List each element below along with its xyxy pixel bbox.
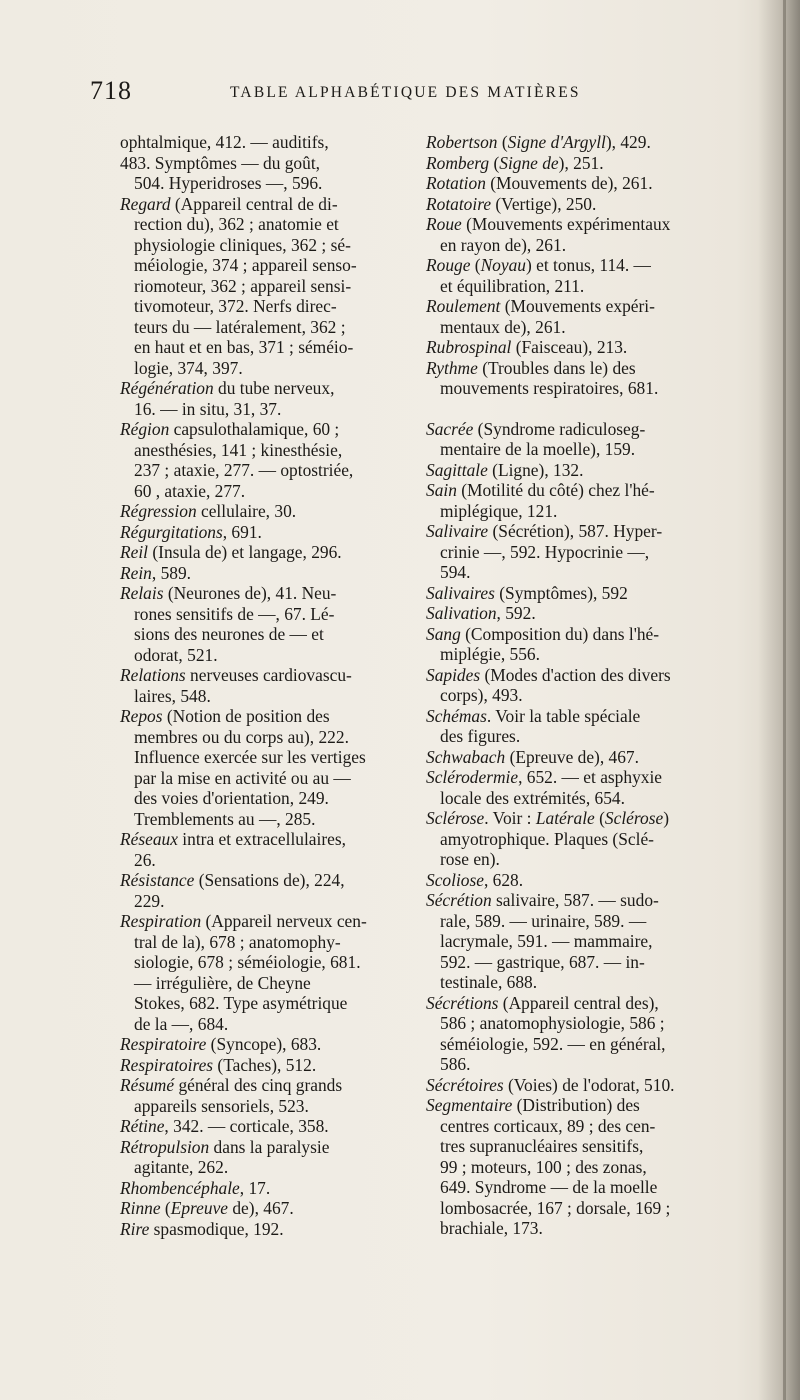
index-column-right bbox=[426, 132, 776, 1239]
index-entry-text: rones sensitifs de —, 67. Lé- bbox=[134, 603, 335, 624]
index-entry-term: Sacrée bbox=[426, 418, 474, 439]
index-entry-term: Segmentaire bbox=[426, 1095, 513, 1115]
index-entry-text: , 691. bbox=[222, 521, 262, 542]
index-entry-text: Sclérose bbox=[604, 808, 664, 828]
index-entry-text: Epreuve bbox=[170, 1198, 229, 1218]
index-entry-text: odorat, 521. bbox=[134, 644, 218, 665]
index-entry bbox=[426, 808, 776, 870]
index-entry-text: riomoteur, 362 ; appareil sensi- bbox=[134, 275, 352, 296]
index-entry-text: (Faisceau), 213. bbox=[511, 337, 628, 357]
index-entry-term: Rotation bbox=[426, 173, 486, 193]
index-entry bbox=[426, 255, 776, 296]
index-entry bbox=[426, 173, 776, 194]
index-entry-term: Relais bbox=[120, 583, 164, 603]
index-entry-text: (Mouvements expérimentaux bbox=[461, 214, 671, 234]
index-entry-text: Influence exercée sur les vertiges bbox=[134, 747, 366, 767]
index-entry bbox=[426, 480, 776, 521]
index-entry-text: (Appareil nerveux cen- bbox=[201, 911, 367, 931]
index-entry-text: ), 251. bbox=[558, 152, 604, 173]
index-entry-text: 99 ; moteurs, 100 ; des zonas, bbox=[440, 1156, 647, 1177]
index-entry-text: 16. — in situ, 31, 37. bbox=[134, 398, 282, 419]
index-entry-term: Scoliose bbox=[426, 869, 484, 890]
index-entry bbox=[426, 358, 776, 399]
index-entry-term: Rétropulsion bbox=[120, 1136, 210, 1157]
index-entry-text: Stokes, 682. Type asymétrique bbox=[134, 993, 348, 1013]
index-entry-text: (Syndrome radiculoseg- bbox=[473, 418, 646, 439]
index-entry bbox=[426, 747, 776, 768]
index-entry-term: Régurgitations bbox=[120, 521, 223, 542]
index-entry-term: Rhombencéphale bbox=[120, 1177, 240, 1198]
index-entry-term: Romberg bbox=[426, 152, 490, 173]
index-entry-text: (Appareil central des), bbox=[498, 992, 659, 1013]
index-entry-term: Reil bbox=[120, 542, 149, 562]
index-entry-term: Repos bbox=[120, 706, 163, 726]
index-entry-text: nerveuses cardiovascu- bbox=[185, 665, 352, 685]
index-entry-term: Sapides bbox=[426, 664, 481, 685]
index-entry bbox=[120, 706, 465, 829]
index-entry-text: tral de la), 678 ; anatomophy- bbox=[134, 931, 341, 952]
index-entry-term: Robertson bbox=[426, 132, 498, 152]
index-entry-term: Rinne bbox=[120, 1198, 161, 1218]
index-entry-text: mouvements respiratoires, 681. bbox=[440, 378, 659, 398]
index-entry-text: (Neurones de), 41. Neu- bbox=[163, 583, 337, 603]
index-entry bbox=[426, 624, 776, 665]
index-entry-term: Résumé bbox=[120, 1075, 175, 1095]
index-entry-text: amyotrophique. Plaques (Sclé- bbox=[440, 828, 654, 849]
index-entry-text: mentaux de), 261. bbox=[440, 316, 566, 337]
index-entry-term: Schémas bbox=[426, 705, 487, 726]
index-entry-term: Sang bbox=[426, 623, 461, 644]
index-entry-text: 586 ; anatomophysiologie, 586 ; bbox=[440, 1013, 665, 1033]
index-entry-text: teurs du — latéralement, 362 ; bbox=[134, 316, 346, 337]
index-entry-text: des voies d'orientation, 249. bbox=[134, 788, 329, 808]
index-entry-term: Rubrospinal bbox=[426, 337, 512, 357]
index-entry bbox=[426, 1075, 776, 1096]
index-entry-text: , 652. — et asphyxie bbox=[518, 767, 663, 787]
index-entry bbox=[120, 1178, 465, 1199]
index-entry-text: Latérale bbox=[535, 808, 595, 828]
index-entry-text: et équilibration, 211. bbox=[440, 275, 585, 296]
index-entry-text: (Composition du) dans l'hé- bbox=[460, 623, 660, 644]
index-entry-text: crinie —, 592. Hypocrinie —, bbox=[440, 541, 650, 562]
index-entry-text: . Voir la table spéciale bbox=[486, 705, 641, 726]
index-entry-text: (Motilité du côté) chez l'hé- bbox=[456, 480, 655, 500]
index-entry bbox=[426, 132, 776, 153]
index-entry-text: siologie, 678 ; séméiologie, 681. bbox=[134, 952, 361, 972]
index-entry-text: en rayon de), 261. bbox=[440, 234, 567, 255]
index-entry-text: 649. Syndrome — de la moelle bbox=[440, 1177, 658, 1197]
index-entry-text: rale, 589. — urinaire, 589. — bbox=[440, 910, 647, 931]
index-entry-term: Salivaires bbox=[426, 582, 495, 603]
index-entry-text: lombosacrée, 167 ; dorsale, 169 ; bbox=[440, 1197, 671, 1218]
index-entry-text: sions des neurones de — et bbox=[134, 624, 324, 644]
index-entry-text: rose en). bbox=[440, 849, 500, 869]
index-entry-text: ( bbox=[489, 152, 500, 173]
index-entry-term: Roue bbox=[426, 214, 462, 234]
index-entry-text: capsulothalamique, 60 ; bbox=[169, 419, 340, 439]
index-entry bbox=[426, 890, 776, 993]
index-entry-text: appareils sensoriels, 523. bbox=[134, 1095, 309, 1116]
index-entry bbox=[426, 583, 776, 604]
index-entry bbox=[120, 563, 465, 584]
index-entry-term: Sclérose bbox=[426, 808, 485, 828]
index-entry-text: — irrégulière, de Cheyne bbox=[134, 972, 311, 993]
index-entry-text: , 628. bbox=[483, 869, 524, 890]
index-entry-text: dans la paralysie bbox=[209, 1136, 330, 1157]
index-entry-term: Région bbox=[120, 419, 170, 439]
index-entry-text: par la mise en activité ou au — bbox=[134, 767, 351, 788]
index-entry-text: ( bbox=[594, 808, 605, 828]
index-entry bbox=[120, 501, 465, 522]
index-entry-term: Salivaire bbox=[426, 521, 489, 541]
index-entry-text: , 589. bbox=[151, 562, 192, 583]
index-entry-text: anesthésies, 141 ; kinesthésie, bbox=[134, 439, 343, 460]
index-entry-text: 229. bbox=[134, 890, 165, 911]
index-entry-text: (Appareil central de di- bbox=[170, 193, 338, 214]
index-entry-text: tres supranucléaires sensitifs, bbox=[440, 1136, 644, 1156]
index-entry-text: (Ligne), 132. bbox=[487, 459, 584, 480]
index-entry-term: Sécrétoires bbox=[426, 1074, 504, 1095]
index-entry bbox=[426, 521, 776, 583]
page-binding-edge bbox=[783, 0, 786, 1400]
index-entry-text: 504. Hyperidroses —, 596. bbox=[134, 173, 323, 193]
index-entry-text: corps), 493. bbox=[440, 685, 523, 705]
index-entry-text: du tube nerveux, bbox=[213, 378, 335, 398]
index-entry bbox=[120, 1075, 465, 1116]
index-entry-text: 26. bbox=[134, 849, 156, 870]
index-entry-text: , 342. — corticale, 358. bbox=[164, 1116, 329, 1136]
index-entry-text: (Troubles dans le) des bbox=[477, 357, 636, 378]
index-entry-text: en haut et en bas, 371 ; séméio- bbox=[134, 337, 354, 357]
index-entry-text: 60 , ataxie, 277. bbox=[134, 480, 246, 501]
index-entry-text: 237 ; ataxie, 277. — optostriée, bbox=[134, 460, 354, 480]
index-entry-text: tivomoteur, 372. Nerfs direc- bbox=[134, 296, 337, 316]
page-number: 718 bbox=[90, 76, 132, 105]
index-entry-text: , 17. bbox=[239, 1177, 271, 1198]
index-entry bbox=[426, 870, 776, 891]
index-entry-term: Rétine bbox=[120, 1116, 165, 1136]
index-entry-term: Roulement bbox=[426, 296, 501, 316]
index-entry-text: ) et tonus, 114. — bbox=[525, 255, 651, 275]
index-entry-text: intra et extracellulaires, bbox=[177, 829, 346, 849]
index-entry-text: (Insula de) et langage, 296. bbox=[148, 542, 342, 562]
index-entry-text: . Voir : bbox=[484, 808, 536, 828]
index-entry bbox=[120, 132, 465, 194]
index-entry-text: général des cinq grands bbox=[174, 1075, 343, 1095]
index-entry bbox=[120, 1116, 465, 1137]
index-entry-text: (Epreuve de), 467. bbox=[505, 746, 639, 767]
index-entry-text: (Modes d'action des divers bbox=[480, 664, 671, 685]
index-entry-text: brachiale, 173. bbox=[440, 1218, 543, 1238]
index-entry-text: ) bbox=[663, 808, 669, 828]
index-entry bbox=[426, 993, 776, 1075]
index-entry bbox=[120, 194, 465, 379]
index-entry-text: (Syncope), 683. bbox=[206, 1034, 322, 1054]
index-entry-term: Schwabach bbox=[426, 746, 506, 767]
index-entry-text: (Taches), 512. bbox=[213, 1054, 317, 1075]
index-entry-text: agitante, 262. bbox=[134, 1157, 229, 1177]
index-entry-text: séméiologie, 592. — en général, bbox=[440, 1033, 666, 1054]
index-entry-text: spasmodique, 192. bbox=[149, 1218, 284, 1239]
index-entry bbox=[426, 1095, 776, 1239]
index-entry bbox=[426, 603, 776, 624]
index-entry bbox=[120, 1219, 465, 1240]
index-entry bbox=[120, 542, 465, 563]
index-entry-text: lacrymale, 591. — mammaire, bbox=[440, 931, 653, 951]
index-entry-term: Rouge bbox=[426, 255, 471, 275]
index-entry-text: (Vertige), 250. bbox=[491, 193, 597, 214]
index-entry bbox=[120, 1137, 465, 1178]
index-entry bbox=[120, 378, 465, 419]
index-entry-term: Salivation bbox=[426, 603, 497, 623]
index-entry-text: 586. bbox=[440, 1054, 471, 1074]
index-entry-term: Respiration bbox=[120, 911, 202, 931]
index-entry-term: Régression bbox=[120, 501, 197, 521]
index-entry bbox=[120, 1198, 465, 1219]
index-entry-term: Sain bbox=[426, 480, 457, 500]
index-entry-text: membres ou du corps au), 222. bbox=[134, 726, 349, 747]
index-entry-text: 483. Symptômes — du goût, bbox=[120, 152, 321, 173]
index-entry-term: Sagittale bbox=[426, 459, 488, 480]
index-entry-text: mentaire de la moelle), 159. bbox=[440, 439, 636, 459]
index-entry bbox=[120, 665, 465, 706]
index-entry-text: Noyau bbox=[480, 255, 526, 275]
index-entry bbox=[426, 194, 776, 215]
index-entry-text: (Mouvements expéri- bbox=[500, 296, 655, 316]
index-entry-text: ( bbox=[160, 1198, 171, 1218]
index-entry-text: ( bbox=[497, 132, 508, 152]
index-entry-text: locale des extrémités, 654. bbox=[440, 787, 625, 808]
index-entry-text: salivaire, 587. — sudo- bbox=[491, 890, 659, 910]
index-entry-term: Sécrétions bbox=[426, 992, 499, 1013]
index-entry-text: 592. — gastrique, 687. — in- bbox=[440, 951, 645, 972]
index-entry-text: testinale, 688. bbox=[440, 972, 538, 992]
index-entry-text: (Voies) de l'odorat, 510. bbox=[503, 1074, 675, 1095]
index-entry bbox=[426, 706, 776, 747]
index-entry-term: Respiratoire bbox=[120, 1034, 207, 1054]
index-entry-term: Sécrétion bbox=[426, 890, 492, 910]
index-entry-term: Rein bbox=[120, 562, 152, 583]
index-entry bbox=[426, 767, 776, 808]
index-entry-text: Signe d'Argyll bbox=[507, 132, 606, 152]
index-entry-term: Régénération bbox=[120, 378, 214, 398]
index-entry-text: (Mouvements de), 261. bbox=[485, 173, 653, 193]
index-entry-text: des figures. bbox=[440, 726, 521, 746]
index-entry bbox=[120, 1034, 465, 1055]
index-entry-text: laires, 548. bbox=[134, 685, 211, 706]
index-entry-term: Regard bbox=[120, 193, 171, 214]
index-entry bbox=[120, 583, 465, 665]
index-entry-text: (Sensations de), 224, bbox=[194, 870, 345, 890]
index-entry-term: Résistance bbox=[120, 870, 195, 890]
index-entry-text: rection du), 362 ; anatomie et bbox=[134, 214, 339, 234]
index-entry-text: 594. bbox=[440, 562, 471, 582]
index-entry-term: Rotatoire bbox=[426, 193, 492, 214]
page-binding-shadow bbox=[758, 0, 800, 1400]
index-entry-text: (Symptômes), 592 bbox=[494, 582, 628, 603]
index-entry-text: de), 467. bbox=[228, 1198, 294, 1218]
index-entry bbox=[426, 214, 776, 255]
index-entry bbox=[120, 911, 465, 1034]
index-entry-term: Rythme bbox=[426, 357, 478, 378]
index-entry-text: miplégique, 121. bbox=[440, 500, 558, 521]
index-entry-text: logie, 374, 397. bbox=[134, 357, 243, 378]
index-entry bbox=[426, 296, 776, 337]
index-entry-text: , 592. bbox=[496, 603, 536, 623]
index-entry-text: (Sécrétion), 587. Hyper- bbox=[488, 521, 663, 541]
index-entry-term: Respiratoires bbox=[120, 1054, 214, 1075]
index-entry-text: ( bbox=[470, 255, 481, 275]
index-entry bbox=[120, 419, 465, 501]
index-entry bbox=[426, 153, 776, 174]
index-entry-text: méiologie, 374 ; appareil senso- bbox=[134, 255, 357, 275]
index-entry-text: Signe de bbox=[499, 152, 559, 173]
index-entry-term: Sclérodermie bbox=[426, 767, 519, 787]
index-entry-text: ophtalmique, 412. — auditifs, bbox=[120, 132, 329, 152]
index-entry-text: physiologie cliniques, 362 ; sé- bbox=[134, 234, 351, 255]
index-entry bbox=[426, 419, 776, 460]
index-entry-text: miplégie, 556. bbox=[440, 644, 540, 664]
index-entry bbox=[120, 829, 465, 870]
index-entry-text: Tremblements au —, 285. bbox=[134, 808, 316, 829]
index-column-left bbox=[120, 132, 465, 1239]
index-entry-text: (Notion de position des bbox=[162, 706, 330, 726]
index-entry-text: (Distribution) des bbox=[512, 1095, 640, 1115]
index-entry-term: Réseaux bbox=[120, 829, 178, 849]
running-head: TABLE ALPHABÉTIQUE DES MATIÈRES bbox=[230, 84, 581, 101]
index-entry bbox=[426, 665, 776, 706]
index-entry bbox=[120, 870, 465, 911]
index-entry-text: centres corticaux, 89 ; des cen- bbox=[440, 1115, 656, 1136]
index-entry-term: Rire bbox=[120, 1218, 150, 1239]
page-header bbox=[90, 76, 710, 116]
index-entry-term: Relations bbox=[120, 665, 186, 685]
index-entry bbox=[426, 460, 776, 481]
index-entry bbox=[120, 522, 465, 543]
index-entry-text: ), 429. bbox=[605, 132, 651, 152]
index-entry-text: cellulaire, 30. bbox=[196, 501, 297, 521]
index-entry-text: de la —, 684. bbox=[134, 1013, 229, 1034]
index-entry bbox=[426, 337, 776, 358]
index-entry bbox=[120, 1055, 465, 1076]
